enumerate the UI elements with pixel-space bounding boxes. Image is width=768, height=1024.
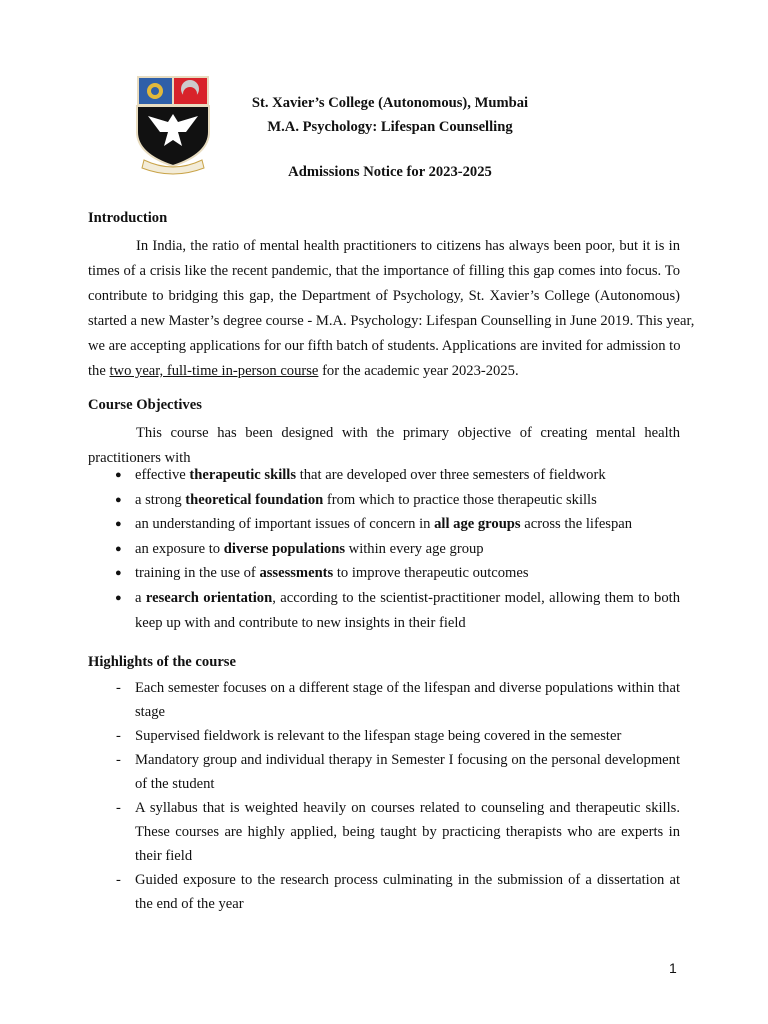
intro-line: we are accepting applications for our fifth batch of students. Applications are invited for admission to [88, 338, 681, 354]
objective-item [88, 463, 680, 488]
program-title: M.A. Psychology: Lifespan Counselling [267, 119, 513, 135]
objectives-line: practitioners with [88, 450, 191, 466]
dash-marker: - [116, 680, 121, 696]
highlight-item [88, 748, 680, 796]
text: from which to practice those therapeutic skills [323, 491, 597, 508]
text: Supervised fieldwork is relevant to the lifespan stage being covered in the semester [135, 728, 622, 744]
intro-line [88, 363, 680, 380]
text: training in the use of [135, 565, 260, 582]
highlight-item [88, 796, 680, 868]
intro-line: started a new Master’s degree course - M.A. Psychology: Lifespan Counselling in June 2019. This year, [88, 313, 695, 329]
objectives-line: This course has been designed with the primary objective of creating mental health [136, 425, 680, 441]
objective-item [88, 586, 680, 635]
notice-title: Admissions Notice for 2023-2025 [288, 164, 492, 180]
dash-marker: - [116, 752, 121, 768]
highlight-item [88, 676, 680, 724]
highlights-heading: Highlights of the course [88, 654, 236, 670]
bold-term: all age groups [434, 516, 521, 533]
intro-line: In India, the ratio of mental health practitioners to citizens has always been poor, but it is in [136, 238, 680, 254]
dash-marker: - [116, 872, 121, 888]
text: to improve therapeutic outcomes [333, 565, 529, 582]
bullet-icon: ● [115, 518, 122, 531]
bullet-icon: ● [115, 469, 122, 481]
highlight-item [88, 868, 680, 916]
text: Mandatory group and individual therapy in Semester I focusing on the personal development of the student [135, 752, 680, 792]
highlights-list [88, 676, 680, 916]
introduction-heading: Introduction [88, 210, 168, 226]
text: a strong [135, 491, 186, 508]
bullet-icon: ● [115, 591, 122, 604]
objective-item [88, 537, 680, 562]
bold-term: research orientation [145, 589, 273, 606]
bullet-icon: ● [115, 542, 122, 555]
bold-term: therapeutic skills [189, 467, 297, 483]
page-number: 1 [669, 960, 677, 976]
college-name: St. Xavier’s College (Autonomous), Mumbai [251, 95, 529, 111]
bold-term: theoretical foundation [185, 491, 324, 508]
text: Guided exposure to the research process culminating in the submission of a dissertation at the end of the year [135, 872, 680, 912]
text: across the lifespan [520, 516, 633, 533]
text: A syllabus that is weighted heavily on courses related to counseling and therapeutic skills. These courses are highly applied, being taught by practicing therapists who are experts in their field [135, 800, 680, 864]
text: for the academic year 2023-2025. [318, 363, 519, 379]
text: effective [135, 467, 190, 483]
objective-item [88, 512, 680, 537]
bold-term: assessments [259, 565, 334, 582]
intro-line: times of a crisis like the recent pandemic, that the importance of filling this gap comes into focus. To [88, 263, 680, 279]
text: that are developed over three semesters of fieldwork [296, 467, 606, 483]
dash-marker: - [116, 800, 121, 816]
text: within every age group [345, 540, 484, 557]
bold-term: diverse populations [223, 540, 345, 557]
text: , according to the scientist-practitioner model, allowing them to both keep up with and contribute to new insights in their field [135, 589, 680, 631]
dash-marker: - [116, 728, 121, 744]
bullet-icon: ● [115, 493, 122, 506]
bullet-icon: ● [115, 567, 122, 580]
text: an exposure to [135, 540, 224, 557]
text: an understanding of important issues of concern in [135, 516, 435, 533]
objectives-heading: Course Objectives [88, 397, 202, 413]
objective-item [88, 488, 680, 513]
text: Each semester focuses on a different stage of the lifespan and diverse populations within that stage [135, 680, 680, 720]
intro-line: contribute to bridging this gap, the Department of Psychology, St. Xavier’s College (Autonomous) [88, 288, 680, 304]
highlight-item [88, 724, 680, 748]
course-mode-underlined: two year, full-time in-person course [109, 363, 319, 379]
text: a [135, 589, 146, 606]
objective-item [88, 561, 680, 586]
objectives-list [88, 463, 680, 635]
text: the [88, 363, 110, 379]
